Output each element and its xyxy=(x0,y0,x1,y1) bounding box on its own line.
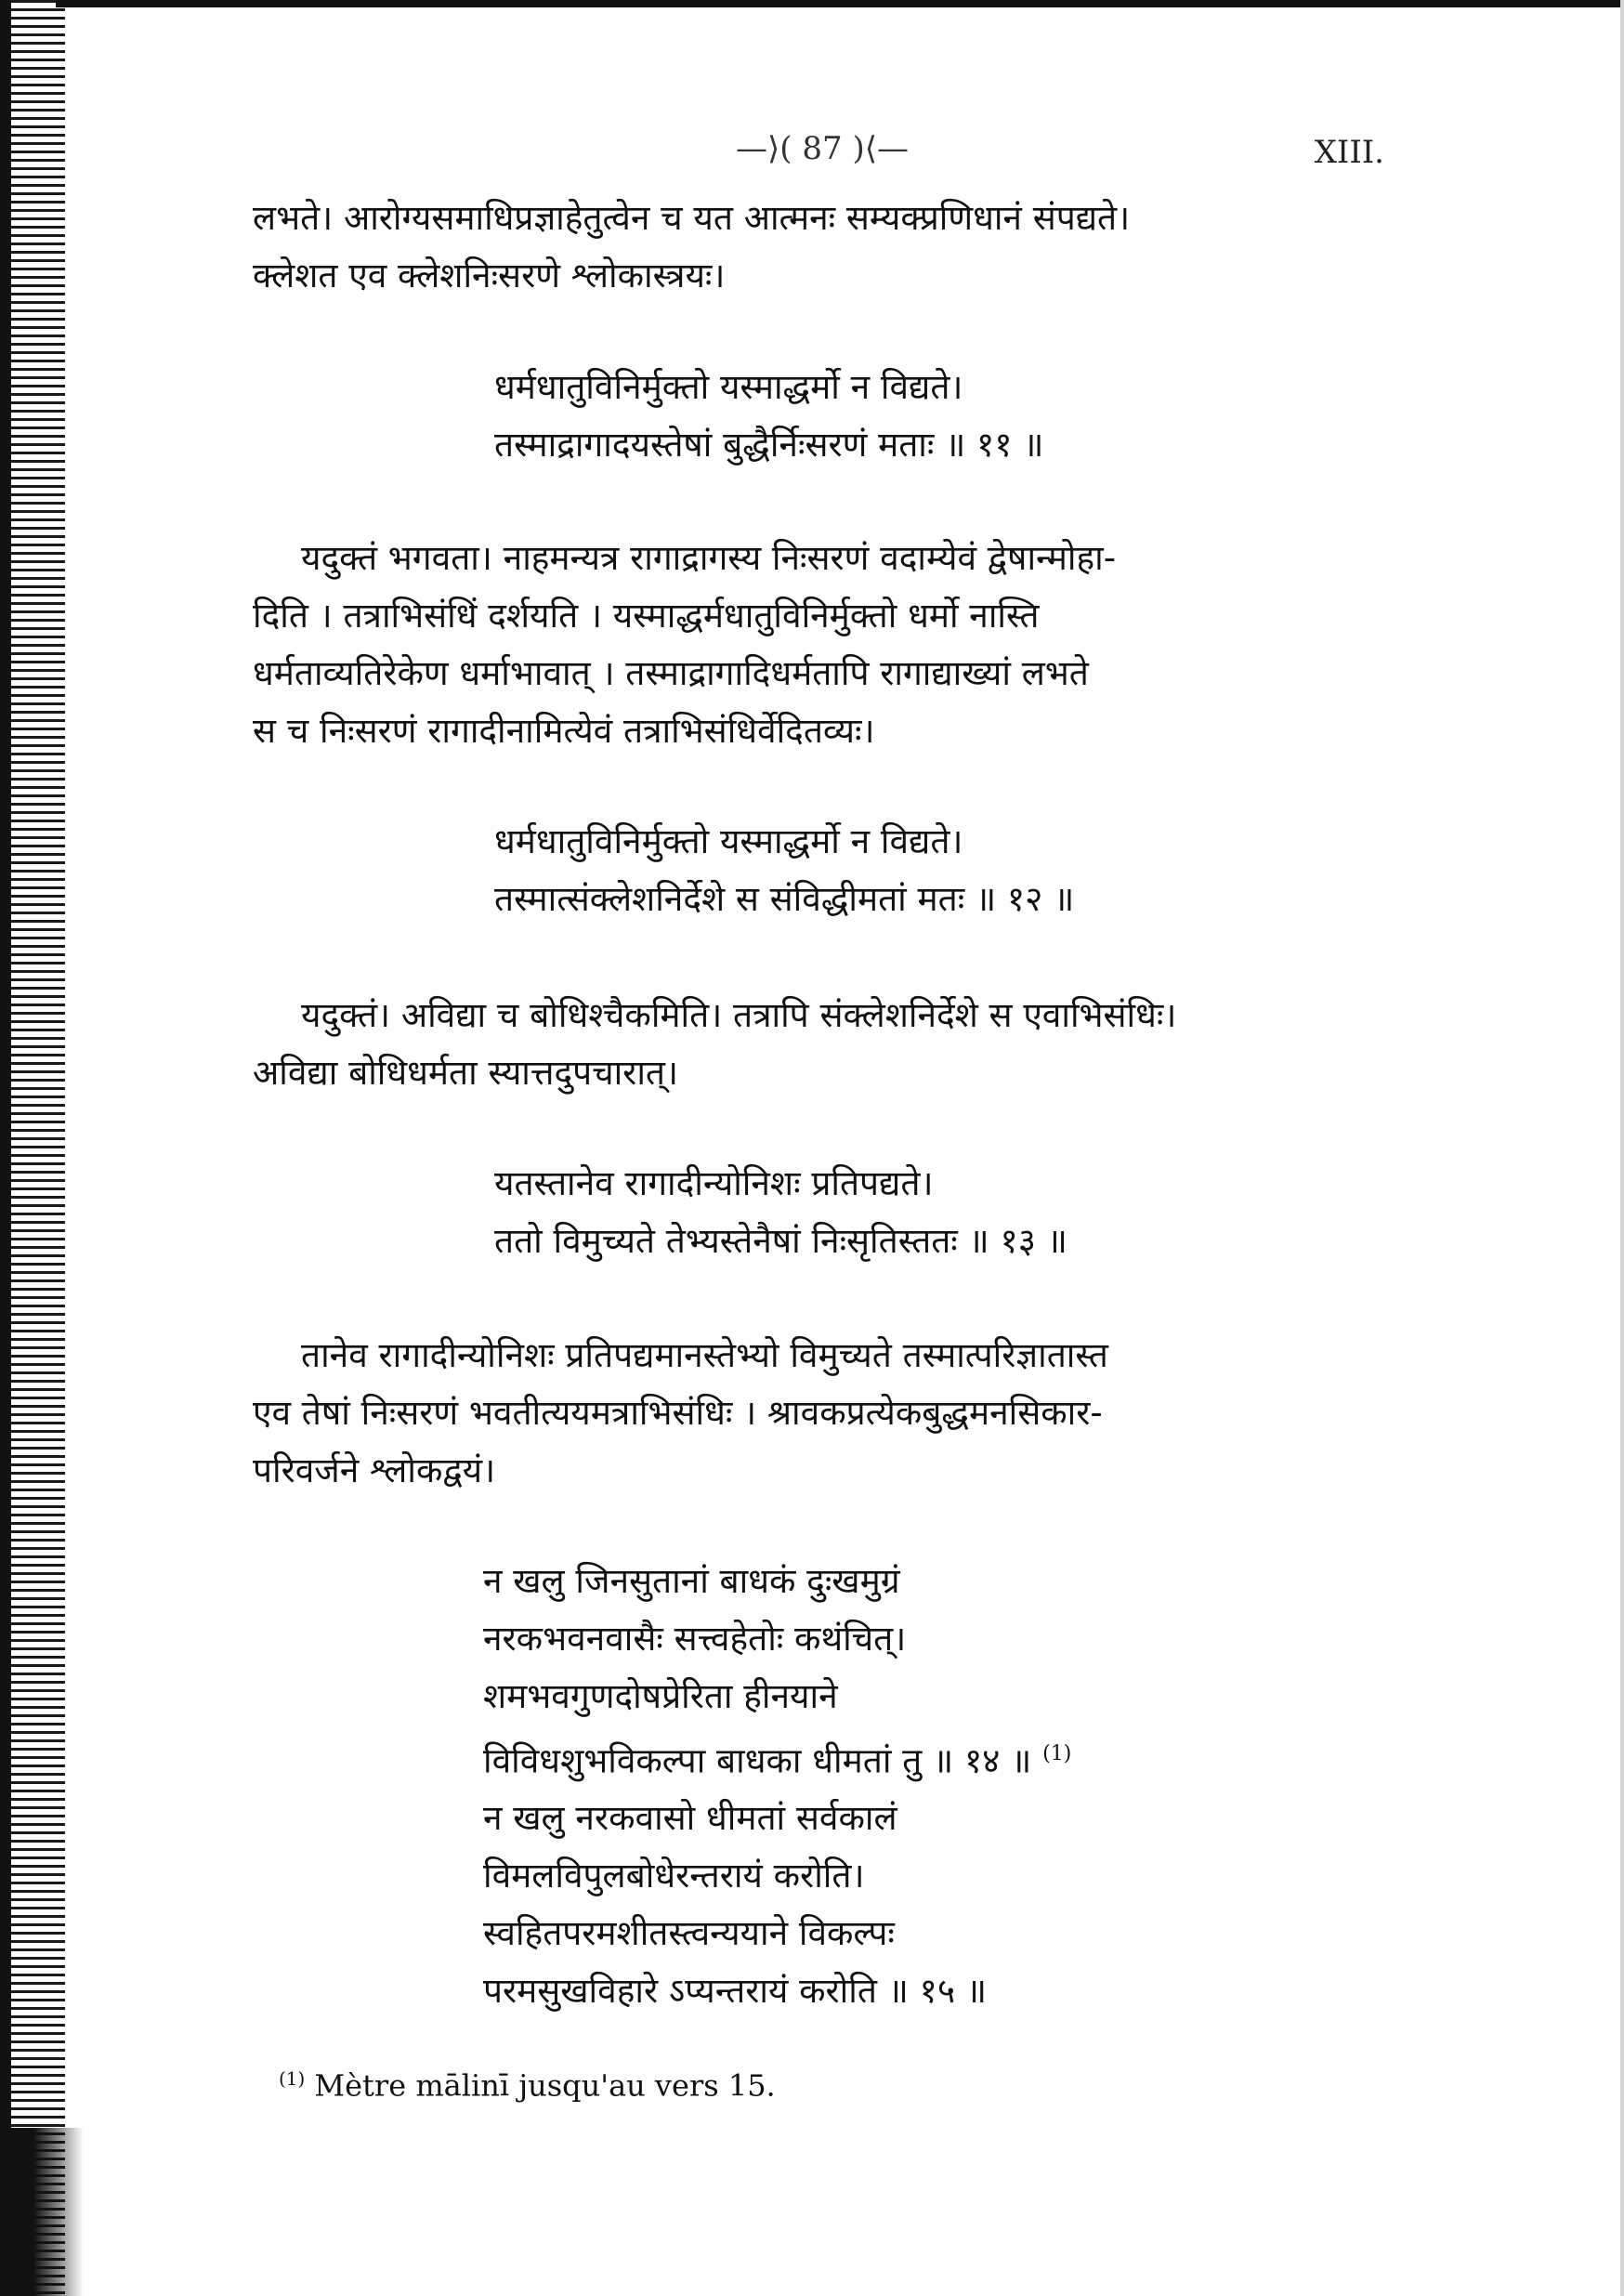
verse-line: धर्मधातुविनिर्मुक्तो यस्माद्धर्मो न विद्यते। xyxy=(494,367,963,407)
footnote-reference: (1) xyxy=(1042,1742,1072,1765)
verse-line: धर्मधातुविनिर्मुक्तो यस्माद्धर्मो न विद्यते। xyxy=(494,821,963,861)
footnote-text: Mètre mālinī jusqu'au vers 15. xyxy=(314,2067,776,2104)
footnote xyxy=(279,2067,1301,2104)
verse-line: तस्माद्रागादयस्तेषां बुद्धैर्निःसरणं मताः ॥ ११ ॥ xyxy=(494,425,1044,465)
verse-line: तस्मात्संक्लेशनिर्देशे स संविद्धीमतां मतः ॥ १२ ॥ xyxy=(494,879,1075,919)
verse-line: परमसुखविहारे ऽप्यन्तरायं करोति ॥ १५ ॥ xyxy=(483,1971,988,2012)
paragraph-2 xyxy=(253,530,1386,760)
section-number: XIII. xyxy=(1314,134,1384,171)
paragraph-line: स च निःसरणं रागादीनामित्येवं तत्राभिसंधिर्वेदितव्यः। xyxy=(253,711,875,751)
paragraph-line: लभते। आरोग्यसमाधिप्रज्ञाहेतुत्वेन च यत आत्मनः सम्यक्प्रणिधानं संपद्यते। xyxy=(253,198,1131,238)
binding-shadow xyxy=(0,2128,84,2296)
verses-14-15 xyxy=(483,1553,1071,2020)
paragraph-line: क्लेशत एव क्लेशनिःसरणे श्लोकास्त्रयः। xyxy=(253,256,726,295)
paragraph-line: धर्मताव्यतिरेकेण धर्माभावात् । तस्माद्रागादिधर्मतापि रागाद्याख्यां लभते xyxy=(253,653,1089,693)
paragraph-line: परिवर्जने श्लोकद्वयं। xyxy=(253,1450,496,1490)
verse-line: शमभवगुणदोषप्रेरिता हीनयाने xyxy=(483,1676,838,1716)
verse-11 xyxy=(494,359,1043,474)
paragraph-1 xyxy=(253,190,1386,305)
paragraph-4 xyxy=(253,1327,1386,1500)
verse-line-text: विविधशुभविकल्पा बाधका धीमतां तु ॥ १४ ॥ xyxy=(483,1740,1032,1781)
page-number: —⟩( 87 )⟨— xyxy=(736,130,909,167)
top-edge-shadow xyxy=(56,0,1624,7)
verse-line: विमलविपुलबोधेरन्तरायं करोति। xyxy=(483,1856,865,1896)
verse-line: स्वहितपरमशीतस्त्वन्ययाने विकल्पः xyxy=(483,1913,895,1954)
paragraph-line: अविद्या बोधिधर्मता स्यात्तदुपचारात्। xyxy=(253,1053,679,1093)
verse-line: ततो विमुच्यते तेभ्यस्तेनैषां निःसृतिस्ततः ॥ १३ ॥ xyxy=(494,1221,1067,1261)
verse-13 xyxy=(494,1155,1067,1270)
binding-edge xyxy=(0,0,65,2296)
paragraph-line: दिति । तत्राभिसंधिं दर्शयति । यस्माद्धर्मधातुविनिर्मुक्तो धर्मो नास्ति xyxy=(253,596,1040,636)
paragraph-line: यदुक्तं भगवता। नाहमन्यत्र रागाद्रागस्य निःसरणं वदाम्येवं द्वेषान्मोहा- xyxy=(301,538,1117,578)
verse-line: यतस्तानेव रागादीन्योनिशः प्रतिपद्यते। xyxy=(494,1163,934,1203)
verse-12 xyxy=(494,813,1074,928)
footnote-mark: (1) xyxy=(279,2067,306,2090)
right-page-edge xyxy=(1620,0,1624,2296)
paragraph-line: यदुक्तं। अविद्या च बोधिश्चैकमिति। तत्रापि संक्लेशनिर्देशे स एवाभिसंधिः। xyxy=(301,995,1177,1035)
page-header xyxy=(0,130,1624,177)
verse-line: नरकभवनवासैः सत्त्वहेतोः कथंचित्। xyxy=(483,1619,907,1659)
paragraph-line: तानेव रागादीन्योनिशः प्रतिपद्यमानस्तेभ्यो विमुच्यते तस्मात्परिज्ञातास्त xyxy=(301,1335,1108,1375)
verse-line: न खलु जिनसुतानां बाधकं दुःखमुग्रं xyxy=(483,1561,900,1601)
verse-line xyxy=(483,1725,1071,1790)
verse-line: न खलु नरकवासो धीमतां सर्वकालं xyxy=(483,1798,897,1839)
paragraph-line: एव तेषां निःसरणं भवतीत्ययमत्राभिसंधिः । श्रावकप्रत्येकबुद्धमनसिकार- xyxy=(253,1393,1103,1433)
paragraph-3 xyxy=(253,987,1386,1102)
